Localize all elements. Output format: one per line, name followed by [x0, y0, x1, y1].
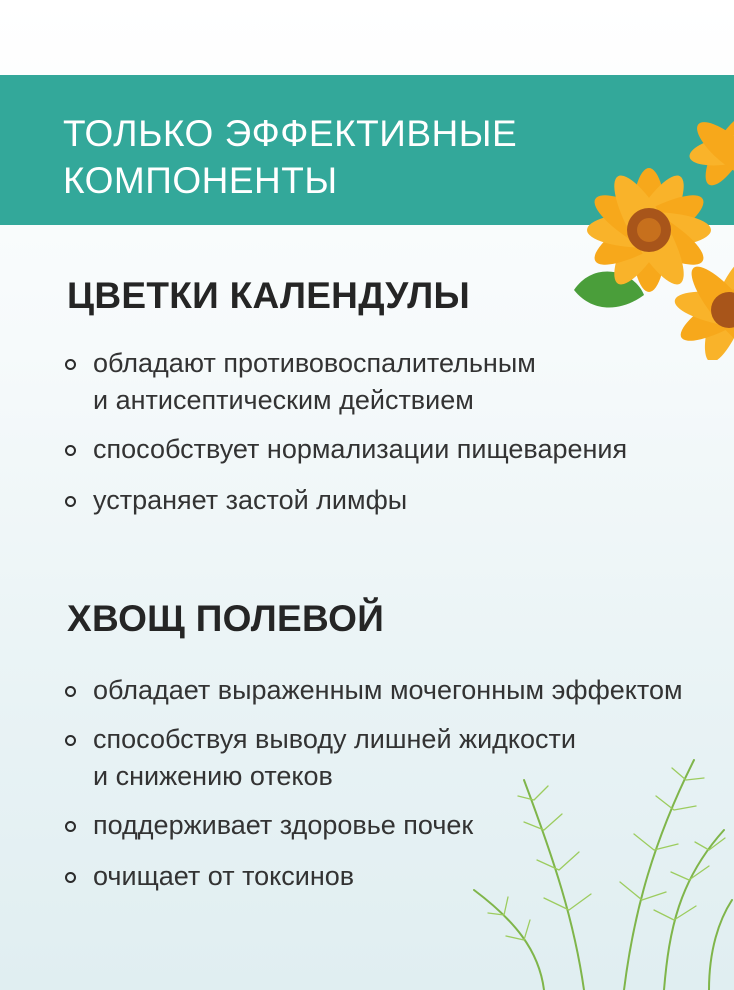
list-item: способствует нормализации пищеварения	[65, 431, 627, 468]
list-item: обладает выраженным мочегонным эффектом	[65, 672, 683, 709]
list-item: очищает от токсинов	[65, 858, 683, 895]
bullet-icon	[65, 496, 76, 507]
calendula-flower-icon	[554, 120, 734, 360]
list-item: способствуя выводу лишней жидкости и снижению отеков	[65, 721, 683, 795]
banner-title-line-2: КОМПОНЕНТЫ	[63, 160, 338, 201]
bullet-icon	[65, 445, 76, 456]
section-title-horsetail: ХВОЩ ПОЛЕВОЙ	[67, 598, 385, 639]
list-item: обладают противовоспалительным и антисептическим действием	[65, 345, 627, 419]
list-item: устраняет застой лимфы	[65, 482, 627, 519]
bullet-icon	[65, 872, 76, 883]
banner-title-line-1: ТОЛЬКО ЭФФЕКТИВНЫЕ	[63, 113, 518, 154]
bullet-icon	[65, 821, 76, 832]
calendula-benefits-list	[65, 345, 627, 519]
bullet-icon	[65, 735, 76, 746]
section-title-calendula: ЦВЕТКИ КАЛЕНДУЛЫ	[67, 275, 471, 316]
banner-title	[63, 110, 517, 204]
bullet-icon	[65, 686, 76, 697]
horsetail-plant-icon	[464, 740, 734, 990]
list-item: поддерживает здоровье почек	[65, 807, 683, 844]
bullet-icon	[65, 359, 76, 370]
